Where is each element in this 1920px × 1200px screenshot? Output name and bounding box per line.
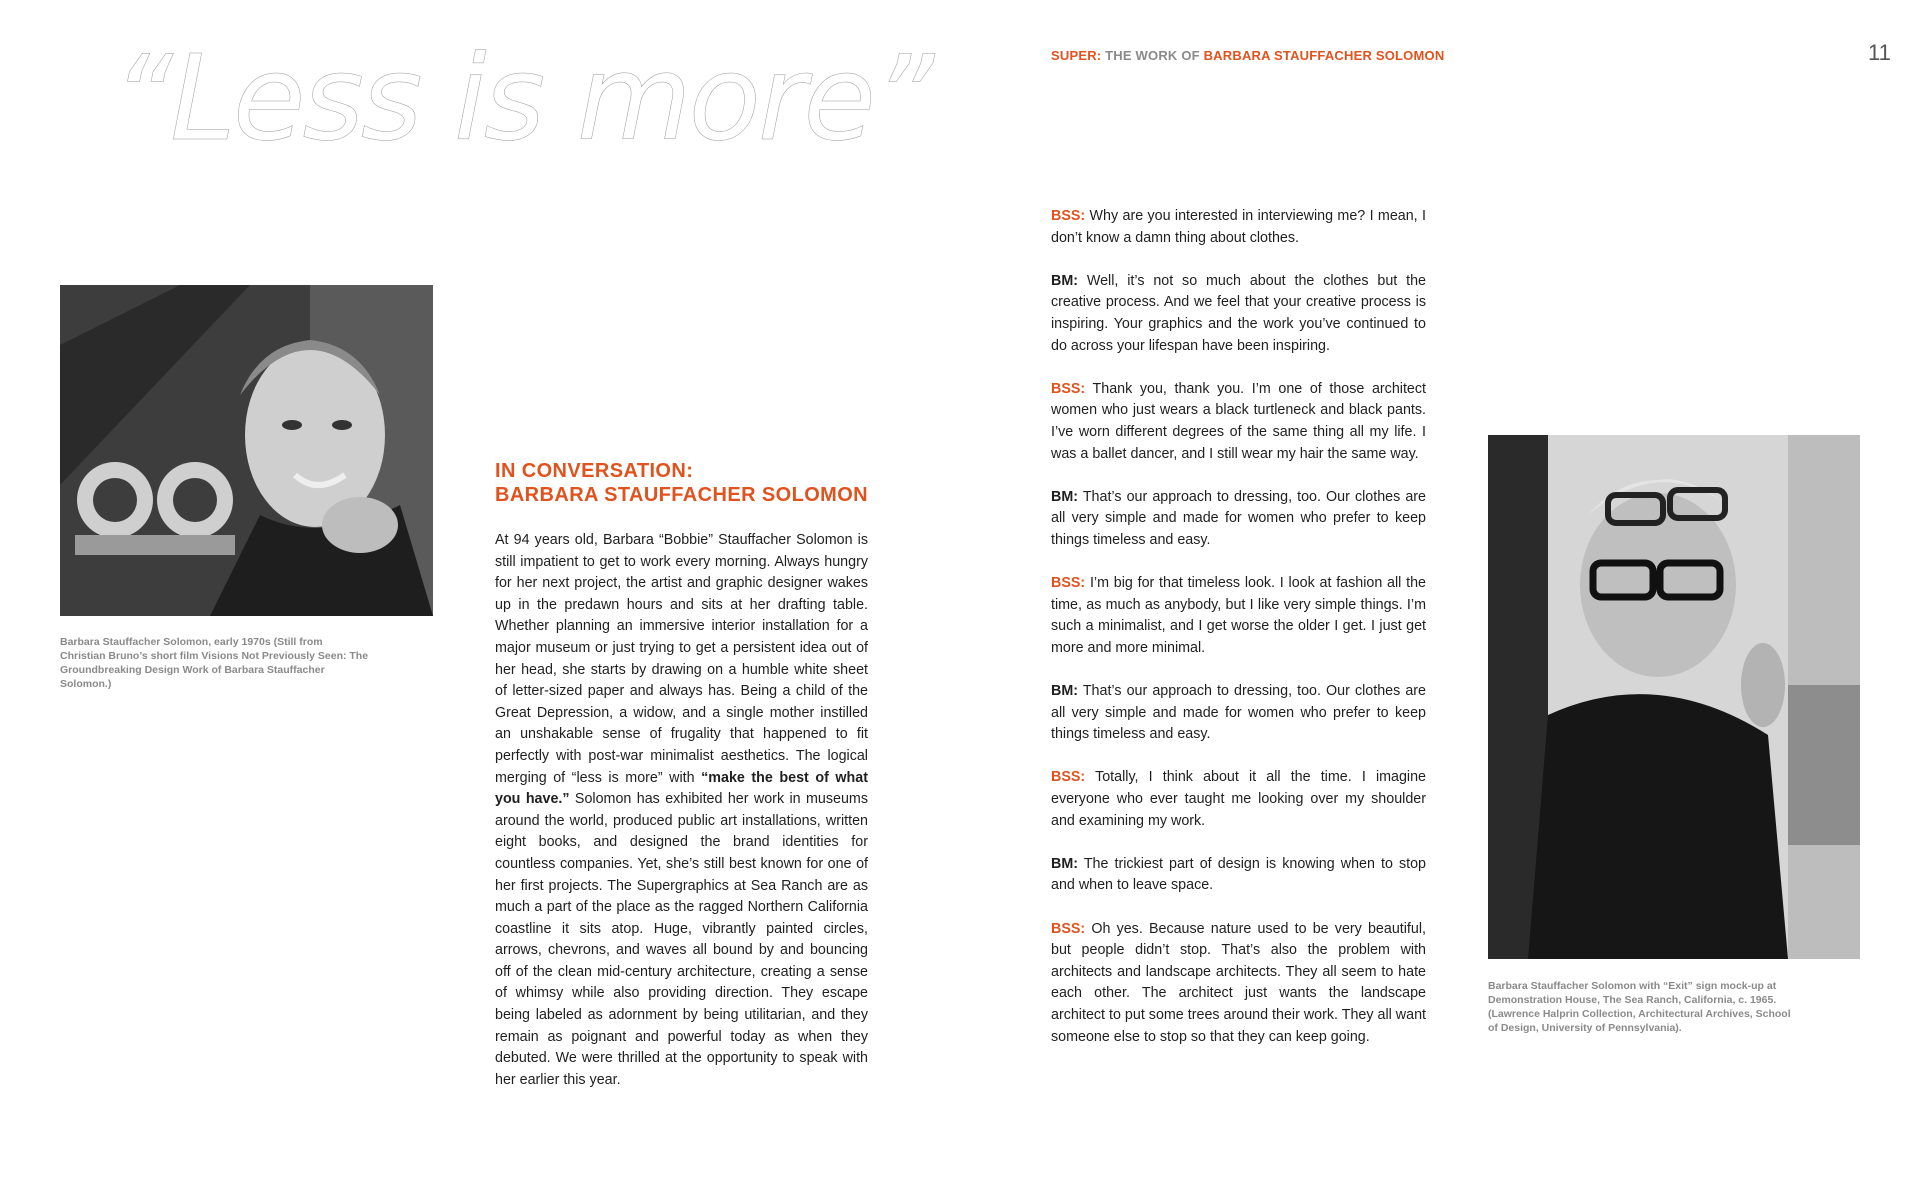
header-name: BARBARA STAUFFACHER SOLOMON [1203,48,1445,63]
exchange-text: Totally, I think about it all the time. I imagine everyone who ever taught me looking over my shoulder and examining my work. [1051,769,1427,829]
exchange-text: Well, it’s not so much about the clothes but the creative process. And we feel that your creative process is inspiring. Your graphics and the work you’ve continued to do across your lifespan have been inspiring. [1051,272,1426,354]
speaker-label: BM: [1051,855,1078,872]
article-title-line-2: BARBARA STAUFFACHER SOLOMON [495,484,869,506]
article-title-line-1: IN CONVERSATION: [495,460,694,482]
speaker-label: BSS: [1051,920,1086,937]
exchange-text: That’s our approach to dressing, too. Our clothes are all very simple and made for women who prefer to keep things timeless and easy. [1051,683,1426,743]
speaker-label: BSS: [1051,208,1086,224]
exchange-text: The trickiest part of design is knowing when to stop and when to leave space. [1051,855,1427,894]
interview-exchange [1051,919,1426,1049]
article-title [495,459,868,507]
interview-exchange [1051,767,1426,832]
speaker-label: BSS: [1051,380,1086,397]
portrait-photo-exit-sign-illustration [1488,435,1860,959]
interview-transcript [1051,206,1426,1070]
exchange-text: I’m big for that timeless look. I look at fashion all the time, as much as anybody, but I like very simple things. I’m such a minimalist, and I get worse the older I get. I just get more and more minimal. [1051,575,1426,656]
running-header [1051,48,1444,63]
speaker-label: BSS: [1051,575,1086,592]
portrait-photo-1970s [60,285,433,616]
exchange-text: Why are you interested in interviewing me? I mean, I don’t know a damn thing about clothes. [1051,208,1426,246]
intro-text-1: At 94 years old, Barbara “Bobbie” Stauffacher Solomon is still impatient to get to work every morning. Always hungry for her next project, the artist and graphic designer wakes up in the predawn hours and sits at her drafting table. Whether planning an immersive interior installation for a major museum or just trying to get a persistent idea out of her head, she starts by drawing on a humble white sheet of letter-sized paper and always has. Being a child of the Great Depression, a widow, and a single mother instilled an unshakable sense of frugality that happened to fit perfectly with post-war minimalist aesthetics. The logical merging of “less is more” with [495,532,868,786]
speaker-label: BSS: [1051,769,1086,786]
photo-caption-1: Barbara Stauffacher Solomon, early 1970s (Still from Christian Bruno’s short film Visions Not Previously Seen: The Groundbreaking Design Work of Barbara Stauffacher Solomon.) [60,636,369,690]
intro-paragraph [495,530,868,1091]
interview-exchange [1051,487,1426,552]
photo-caption-2: Barbara Stauffacher Solomon with “Exit” sign mock-up at Demonstration House, The Sea Ranch, California, c. 1965. (Lawrence Halprin Collection, Architectural Archives, School of Design, University of Pennsylvania). [1488,980,1791,1034]
intro-text-2: Solomon has exhibited her work in museums around the world, produced public art installations, written eight books, and designed the brand identities for countless companies. Yet, she’s still best known for one of her first projects. The Supergraphics at Sea Ranch are as much a part of the place as the ragged Northern California coastline it sits atop. Huge, vibrantly painted circles, arrows, chevrons, and waves all bound by and bouncing off of the clean mid-century architecture, creating a sense of whimsy while also providing direction. They escape being labeled as adornment by being utilitarian, and they remain as poignant and powerful today as when they debuted. We were thrilled at the opportunity to speak with her earlier this year. [495,791,868,1088]
speaker-label: BM: [1051,683,1078,700]
speaker-label: BM: [1051,488,1078,505]
intro-bold-phrase: “make the best of what you have.” [495,769,868,808]
exchange-text: Thank you, thank you. I’m one of those architect women who just wears a black turtleneck and black pants. I’ve worn different degrees of the same thing all my life. I was a ballet dancer, and I still wear my hair the same way. [1051,380,1427,462]
portrait-photo-exit-sign [1488,435,1860,959]
pull-quote: “Less is more” [112,29,932,167]
interview-exchange [1051,379,1426,465]
speaker-label: BM: [1051,272,1078,289]
page-number: 11 [1868,40,1891,65]
portrait-photo-1970s-illustration [60,285,433,616]
interview-exchange [1051,271,1426,357]
interview-exchange [1051,206,1426,249]
header-the-work-of: THE WORK OF [1105,48,1200,63]
interview-exchange [1051,573,1426,659]
interview-exchange [1051,854,1426,897]
header-super: SUPER: [1051,48,1102,63]
exchange-text: Oh yes. Because nature used to be very beautiful, but people didn’t stop. That’s also the problem with architects and landscape architects. They all seem to hate each other. The architect just wants the landscape architect to put some trees around their work. They all want someone else to stop so that they can keep going. [1051,920,1426,1045]
interview-exchange [1051,681,1426,746]
exchange-text: That’s our approach to dressing, too. Our clothes are all very simple and made for women who prefer to keep things timeless and easy. [1051,488,1426,548]
